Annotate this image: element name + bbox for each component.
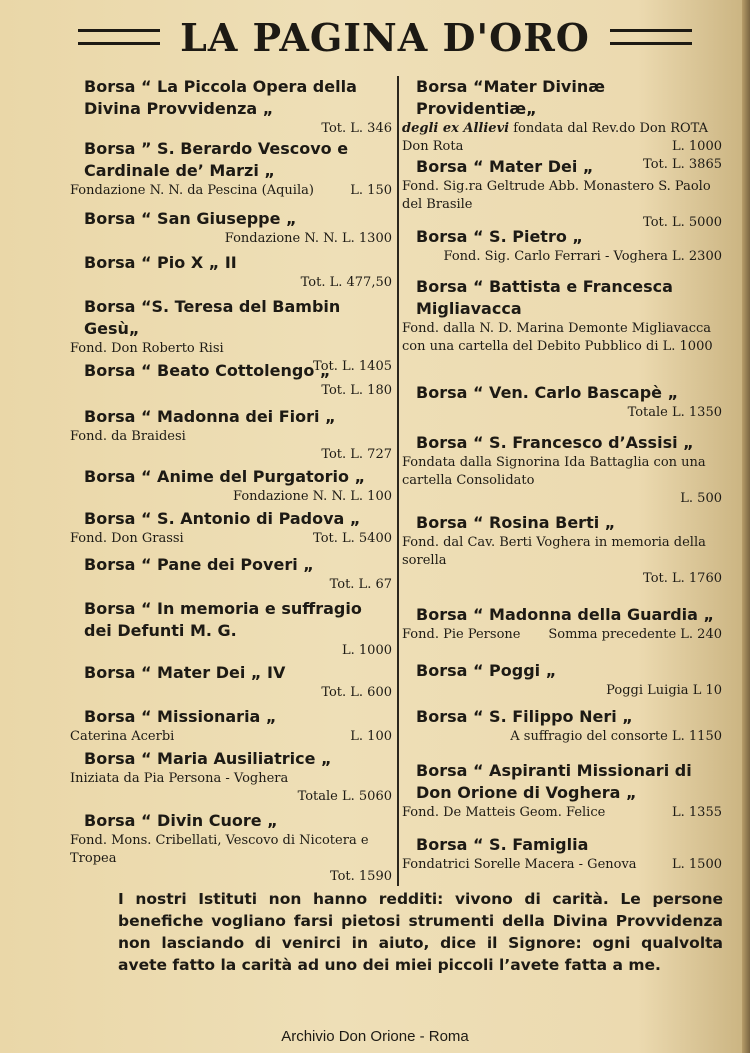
entry-desc: Fond. dalla N. D. Marina Demonte Migliavacca con una cartella del Debito Pubblico di [402,321,712,354]
entry-desc-italic: degli ex Allievi [402,121,510,136]
list-item [70,810,392,886]
entry-desc: Poggi Luigia [606,683,689,698]
entry-desc: Fond. dal Cav. Berti Voghera in memoria della sorella [402,535,706,568]
entry-amount: Tot. L. 5400 [313,531,392,546]
entry-desc: A suffragio del consorte [510,729,668,744]
entry-amount: L 10 [692,683,722,698]
entry-name: Borsa “ S. Famiglia [416,835,589,854]
entry-name: Borsa “ S. Filippo Neri „ [416,707,633,726]
entry-desc: Iniziata da Pia Persona - Voghera [70,771,289,786]
entry-desc: Fond. Mons. Cribellati, Vescovo di Nicotera e Tropea [70,833,369,866]
list-item [402,276,722,356]
entry-desc: Fondazione N. N. da Pescina (Aquila) [70,183,314,198]
entry-amount: Tot. 1590 [329,869,392,884]
list-item [402,226,722,266]
entry-amount: L. 1300 [342,231,392,246]
list-item [402,834,722,874]
list-item [70,208,392,248]
entry-name: Borsa ” S. Berardo Vescovo e Cardinale de’ Marzi „ [84,139,349,180]
entry-amount: L. 1150 [672,729,722,744]
entry-name: Borsa “ S. Antonio di Padova „ [84,509,361,528]
list-item [70,706,392,746]
entry-name: Borsa “ Missionaria „ [84,707,277,726]
column-divider [397,76,399,886]
entry-amount: L. 500 [680,491,722,506]
entry-name: Borsa “ Madonna della Guardia „ [416,605,715,624]
entry-desc-2: Don Rota [402,139,464,154]
entry-name: Borsa “ S. Pietro „ [416,227,583,246]
entry-name: Borsa “ Beato Cottolengo „ [84,361,331,380]
entry-name: Borsa “S. Teresa del Bambin Gesù„ [84,297,341,338]
entry-name: Borsa “ Pio X „ II [84,253,237,272]
entry-name: Borsa “ Ven. Carlo Bascapè „ [416,383,679,402]
entry-amount: Tot. L. 346 [321,121,392,136]
entry-desc: Fond. Pie Persone [402,627,521,642]
list-item [402,760,722,822]
entry-name: Borsa “Mater Divinæ Providentiæ„ [416,77,605,118]
entry-amount-total: Tot. L. 3865 [643,157,722,172]
entry-name: Borsa “ Anime del Purgatorio „ [84,467,366,486]
entry-amount: L. 1000 [662,339,713,354]
entry-amount: L. 100 [350,489,392,504]
entry-amount: Tot. L. 5000 [643,215,722,230]
entry-amount: L. 100 [350,729,392,744]
list-item [70,662,392,702]
list-item [70,554,392,594]
entry-amount: Somma precedente L. 240 [548,627,722,642]
list-item [402,604,722,644]
entry-desc: Fond. Sig. Carlo Ferrari - Voghera [443,249,668,264]
list-item [70,138,392,200]
page-header [60,12,710,62]
list-item [402,432,722,508]
entry-amount: Totale L. 1350 [627,405,722,420]
book-spine [742,0,750,1053]
entry-desc: Fond. De Matteis Geom. Felice [402,805,606,820]
entry-amount: L. 150 [350,183,392,198]
entry-desc: Fond. Sig.ra Geltrude Abb. Monastero S. Paolo del Brasile [402,179,711,212]
entry-desc: Fondazione N. N. [224,231,338,246]
list-item [70,252,392,292]
entry-name: Borsa “ San Giuseppe „ [84,209,297,228]
entry-name: Borsa “ Poggi „ [416,661,557,680]
list-item [70,466,392,506]
entry-name: Borsa “ In memoria e suffragio dei Defunti M. G. [84,599,362,640]
entry-amount: L. 1000 [342,643,392,658]
entry-amount: Totale L. 5060 [297,789,392,804]
list-item [70,360,392,400]
entry-name: Borsa “ S. Francesco d’Assisi „ [416,433,694,452]
entry-name: Borsa “ La Piccola Opera della Divina Provvidenza „ [84,77,357,118]
list-item [70,748,392,806]
entry-amount: L. 1000 [672,139,722,154]
entry-desc: Fondata dalla Signorina Ida Battaglia con una cartella Consolidato [402,455,706,488]
entry-amount: L. 2300 [672,249,722,264]
entry-name: Borsa “ Divin Cuore „ [84,811,278,830]
entry-amount: L. 1500 [672,857,722,872]
list-item [70,406,392,464]
page-title: LA PAGINA D'ORO [180,14,590,60]
entry-desc: Fondatrici Sorelle Macera - Genova [402,857,637,872]
list-item [402,660,722,700]
list-item [402,512,722,588]
title-rule-right [610,29,692,45]
entry-desc: Fond. da Braidesi [70,429,186,444]
entry-name: Borsa “ Battista e Francesca Migliavacca [416,277,673,318]
entry-desc: Fond. Don Grassi [70,531,184,546]
list-item [70,76,392,138]
entry-amount: Tot. L. 727 [321,447,392,462]
closing-paragraph: I nostri Istituti non hanno redditi: vivono di carità. Le persone benefiche vogliano farsi pietosi strumenti della Divina Provvidenza non lasciando di venirci in aiuto, dice il Signore: ogni qualvolta avete fatto la carità ad uno dei miei piccoli l’avete fatta a me. [118,890,723,974]
entry-amount: L. 1355 [672,805,722,820]
entry-amount: Tot. L. 180 [321,383,392,398]
list-item [402,706,722,746]
entry-name: Borsa “ Mater Dei „ [416,157,594,176]
entry-name: Borsa “ Madonna dei Fiori „ [84,407,336,426]
entry-desc: Fond. Don Roberto Risi [70,341,224,356]
entry-amount: Tot. L. 1760 [643,571,722,586]
entry-name: Borsa “ Maria Ausiliatrice „ [84,749,332,768]
title-rule-left [78,29,160,45]
entry-name: Borsa “ Pane dei Poveri „ [84,555,314,574]
entry-amount: Tot. L. 1405 [313,359,392,374]
entry-amount: Tot. L. 67 [329,577,392,592]
entry-desc: Caterina Acerbi [70,729,175,744]
list-item [402,382,722,422]
entry-amount: Tot. L. 600 [321,685,392,700]
entry-name: Borsa “ Mater Dei „ IV [84,663,286,682]
list-item [70,598,392,660]
archive-caption: Archivio Don Orione - Roma [281,1028,469,1045]
entry-amount: Tot. L. 477,50 [300,275,392,290]
entry-name: Borsa “ Rosina Berti „ [416,513,616,532]
list-item [402,156,722,232]
entry-desc: fondata dal Rev.do Don ROTA [513,121,709,136]
entry-name: Borsa “ Aspiranti Missionari di Don Orione di Voghera „ [416,761,692,802]
list-item [70,508,392,548]
entry-desc: Fondazione N. N. [233,489,347,504]
